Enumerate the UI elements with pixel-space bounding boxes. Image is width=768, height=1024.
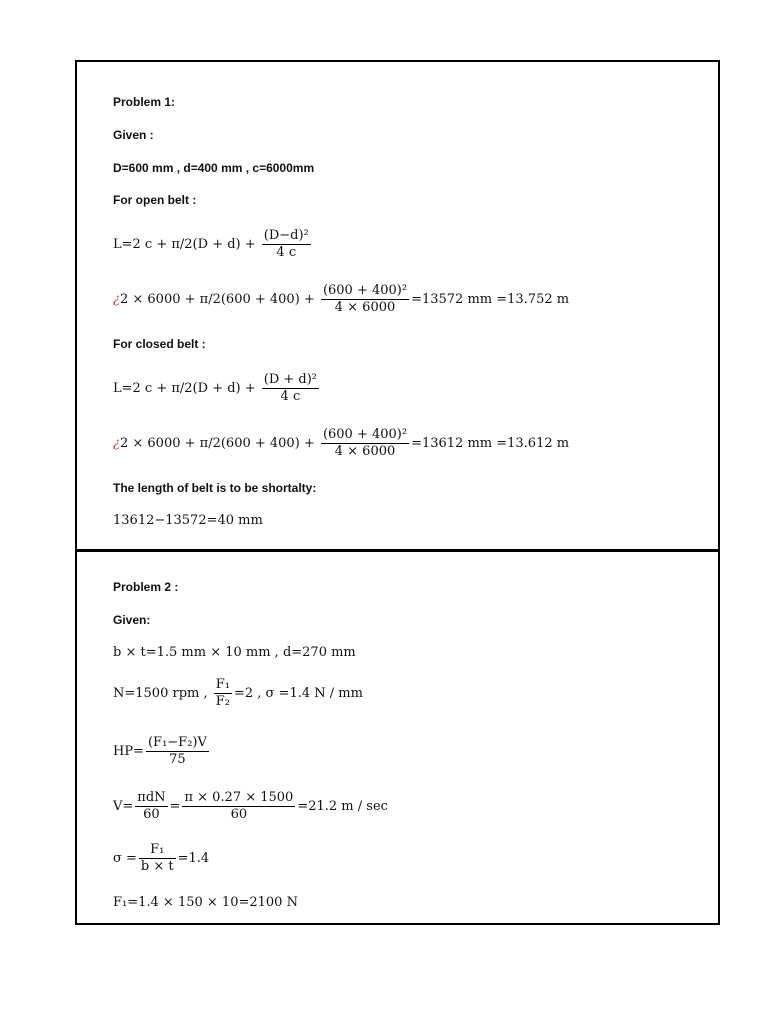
v-num2: π × 0.27 × 1500 [184, 790, 294, 805]
f1-result: F₁=1.4 × 150 × 10=2100 N [113, 895, 298, 910]
problem-2-given-label: Given: [113, 613, 151, 627]
sigma-den: b × t [140, 859, 174, 874]
problem-2-title: Problem 2 : [113, 580, 179, 594]
shortalty-label: The length of belt is to be shortalty: [113, 481, 317, 495]
hp-den: 75 [169, 752, 186, 767]
error-glyph: ¿ [113, 292, 120, 307]
velocity-formula [113, 790, 388, 823]
open-calc-lhs: 2 × 6000 + π/2(600 + 400) + [119, 292, 319, 307]
closed-formula-num: (D + d)² [263, 372, 318, 387]
problem-1-given-values: D=600 mm , d=400 mm , c=6000mm [113, 161, 315, 175]
force-ratio-num: F₁ [215, 677, 230, 692]
speed-rhs: =2 , σ =1.4 N / mm [233, 686, 363, 701]
open-calc-num: (600 + 400)² [322, 283, 408, 298]
closed-calc-den: 4 × 6000 [334, 444, 396, 459]
error-glyph: ¿ [113, 436, 120, 451]
speed-lhs: N=1500 rpm , [113, 686, 212, 701]
open-calc-den: 4 × 6000 [334, 300, 396, 315]
sigma-num: F₁ [139, 842, 176, 859]
closed-belt-label: For closed belt : [113, 337, 206, 351]
hp-lhs: HP= [113, 744, 144, 759]
hp-num: (F₁−F₂)V [147, 735, 207, 750]
problem-2-dimensions: b × t=1.5 mm × 10 mm , d=270 mm [113, 645, 356, 660]
closed-calc-lhs: 2 × 6000 + π/2(600 + 400) + [119, 436, 319, 451]
open-calc-fraction [321, 283, 409, 316]
sigma-rhs: =1.4 [177, 851, 210, 866]
v-lhs: V= [113, 799, 134, 814]
closed-belt-calc [113, 427, 569, 460]
v-rhs: =21.2 m / sec [297, 799, 388, 814]
v-den1: 60 [143, 807, 160, 822]
open-belt-label: For open belt : [113, 193, 197, 207]
sigma-fraction [139, 842, 176, 875]
closed-formula-lhs: L=2 c + π/2(D + d) + [113, 381, 260, 396]
closed-formula-den: 4 c [280, 389, 301, 404]
hp-fraction [146, 735, 209, 768]
open-belt-calc [113, 283, 569, 316]
v-fraction-2 [182, 790, 295, 823]
open-belt-formula [113, 228, 313, 261]
open-formula-num: (D−d)² [263, 228, 309, 243]
shortalty-result: 13612−13572=40 mm [113, 513, 263, 528]
problem-2-speed-ratio [113, 677, 363, 710]
open-calc-rhs: =13572 mm =13.752 m [411, 292, 570, 307]
problem-1-given-label: Given : [113, 128, 154, 142]
force-ratio-den: F₂ [215, 694, 230, 709]
hp-formula [113, 735, 211, 768]
v-fraction-1 [135, 790, 167, 823]
v-den2: 60 [230, 807, 248, 822]
sigma-lhs: σ = [113, 851, 137, 866]
closed-formula-fraction [262, 372, 319, 405]
v-num1: πdN [137, 790, 166, 805]
v-eq: = [169, 799, 181, 814]
problem-1-title: Problem 1: [113, 95, 176, 109]
force-ratio-fraction [214, 677, 232, 710]
closed-calc-rhs: =13612 mm =13.612 m [411, 436, 570, 451]
open-formula-fraction [262, 228, 311, 261]
closed-calc-fraction [321, 427, 409, 460]
open-formula-lhs: L=2 c + π/2(D + d) + [113, 237, 260, 252]
closed-calc-num: (600 + 400)² [322, 427, 408, 442]
stress-formula [113, 842, 209, 875]
open-formula-den: 4 c [276, 245, 297, 260]
closed-belt-formula [113, 372, 321, 405]
